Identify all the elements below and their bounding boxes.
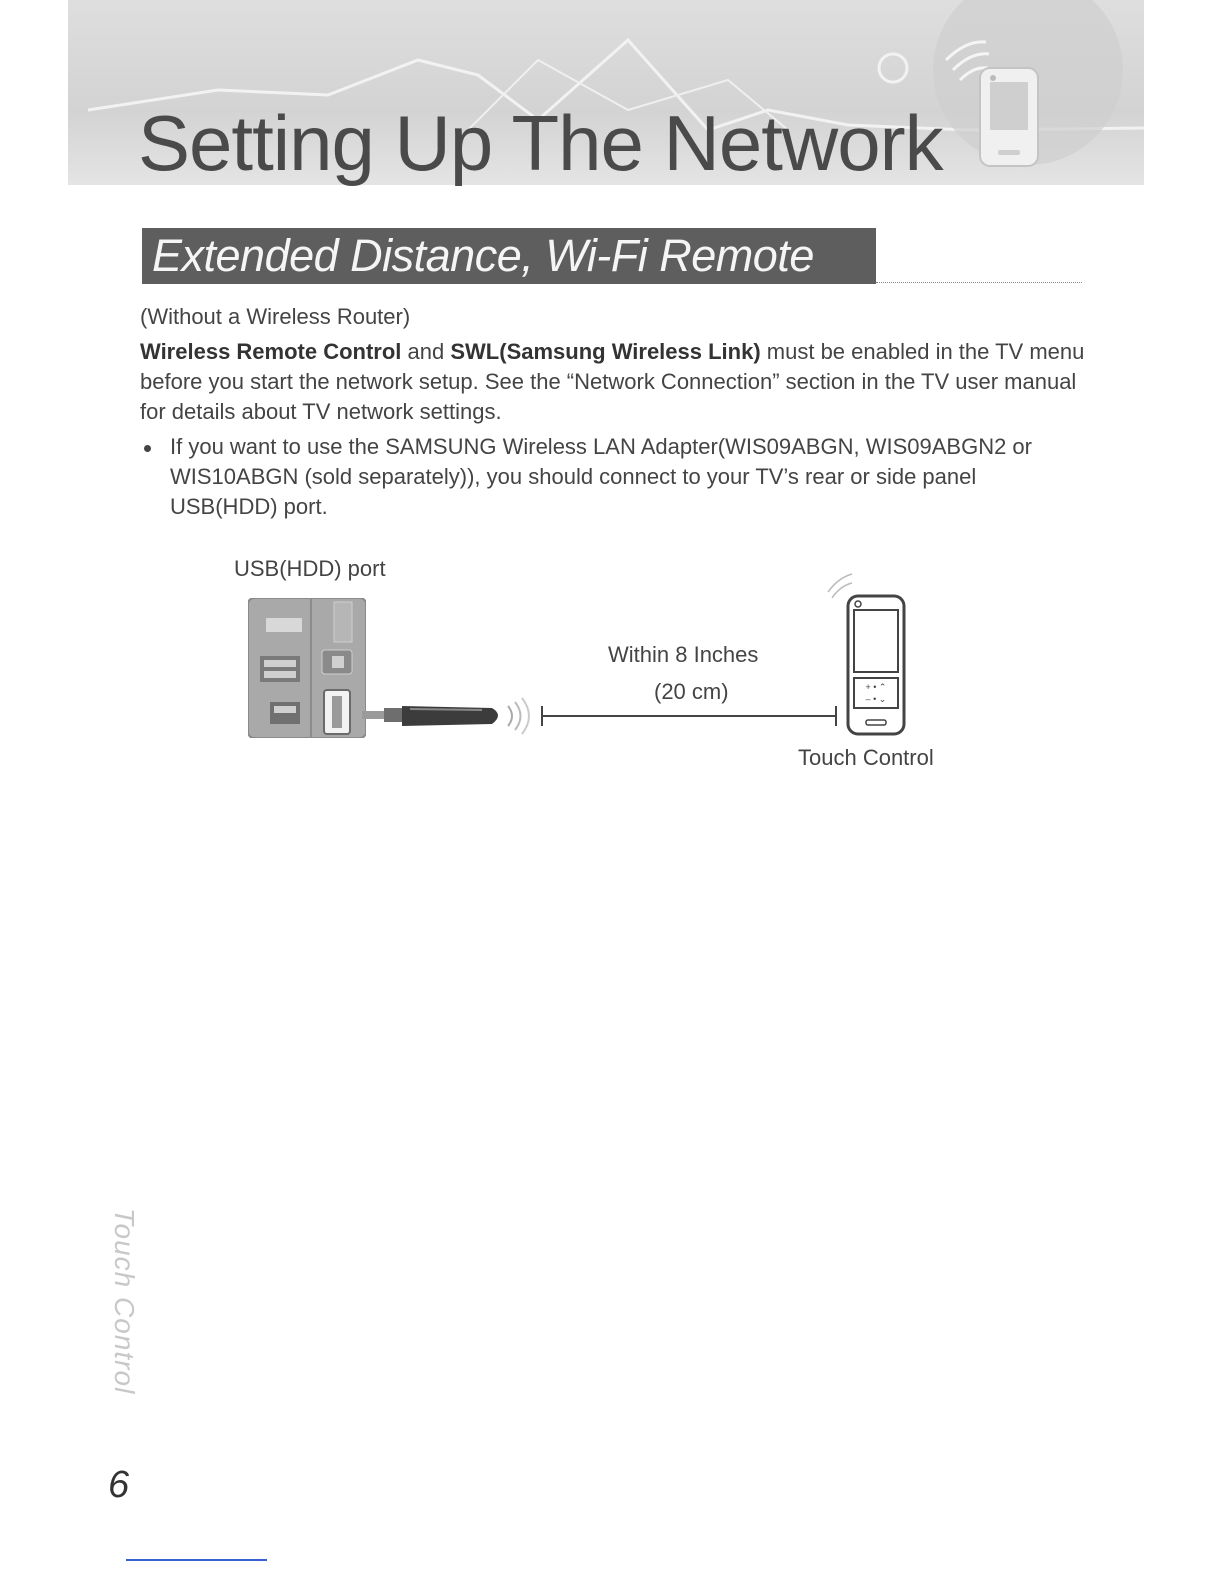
distance-indicator-line [540,704,838,728]
bullet-note: If you want to use the SAMSUNG Wireless LAN Adapter(WIS09ABGN, WIS09ABGN2 or WIS10ABGN (sold separately)), you should connect to your TV’s rear or side panel USB(HDD) port. [170,434,1032,519]
intro-bold-swl: SWL(Samsung Wireless Link) [450,339,761,364]
usb-port-label: USB(HDD) port [234,556,386,581]
page-title: Setting Up The Network [138,99,943,187]
tv-side-panel-icon [248,598,366,738]
section-title: Extended Distance, Wi-Fi Remote [152,230,814,281]
svg-text:– • ⌄: – • ⌄ [865,694,887,704]
touch-control-label: Touch Control [798,745,934,770]
subtitle: (Without a Wireless Router) [140,304,411,329]
intro-bold-remote: Wireless Remote Control [140,339,402,364]
page-number: 6 [108,1464,130,1506]
footer-underline [126,1559,267,1561]
touch-control-remote-icon [818,566,918,742]
svg-text:+ • ⌃: + • ⌃ [865,682,887,692]
intro-paragraph [140,337,1090,427]
bullet-icon [144,445,151,452]
distance-label: Within 8 Inches [608,642,759,667]
intro-rest: must be enabled in the TV menu before you start the network setup. See the “Network Connection” section in the TV user manual for details about TV network settings. [140,339,1085,424]
distance-metric-label: (20 cm) [654,679,729,704]
wireless-lan-adapter-icon [362,696,542,756]
section-divider [876,282,1082,283]
side-chapter-tab [94,1202,140,1395]
side-tab-label: Touch Control [109,1208,140,1395]
intro-and: and [401,339,451,364]
